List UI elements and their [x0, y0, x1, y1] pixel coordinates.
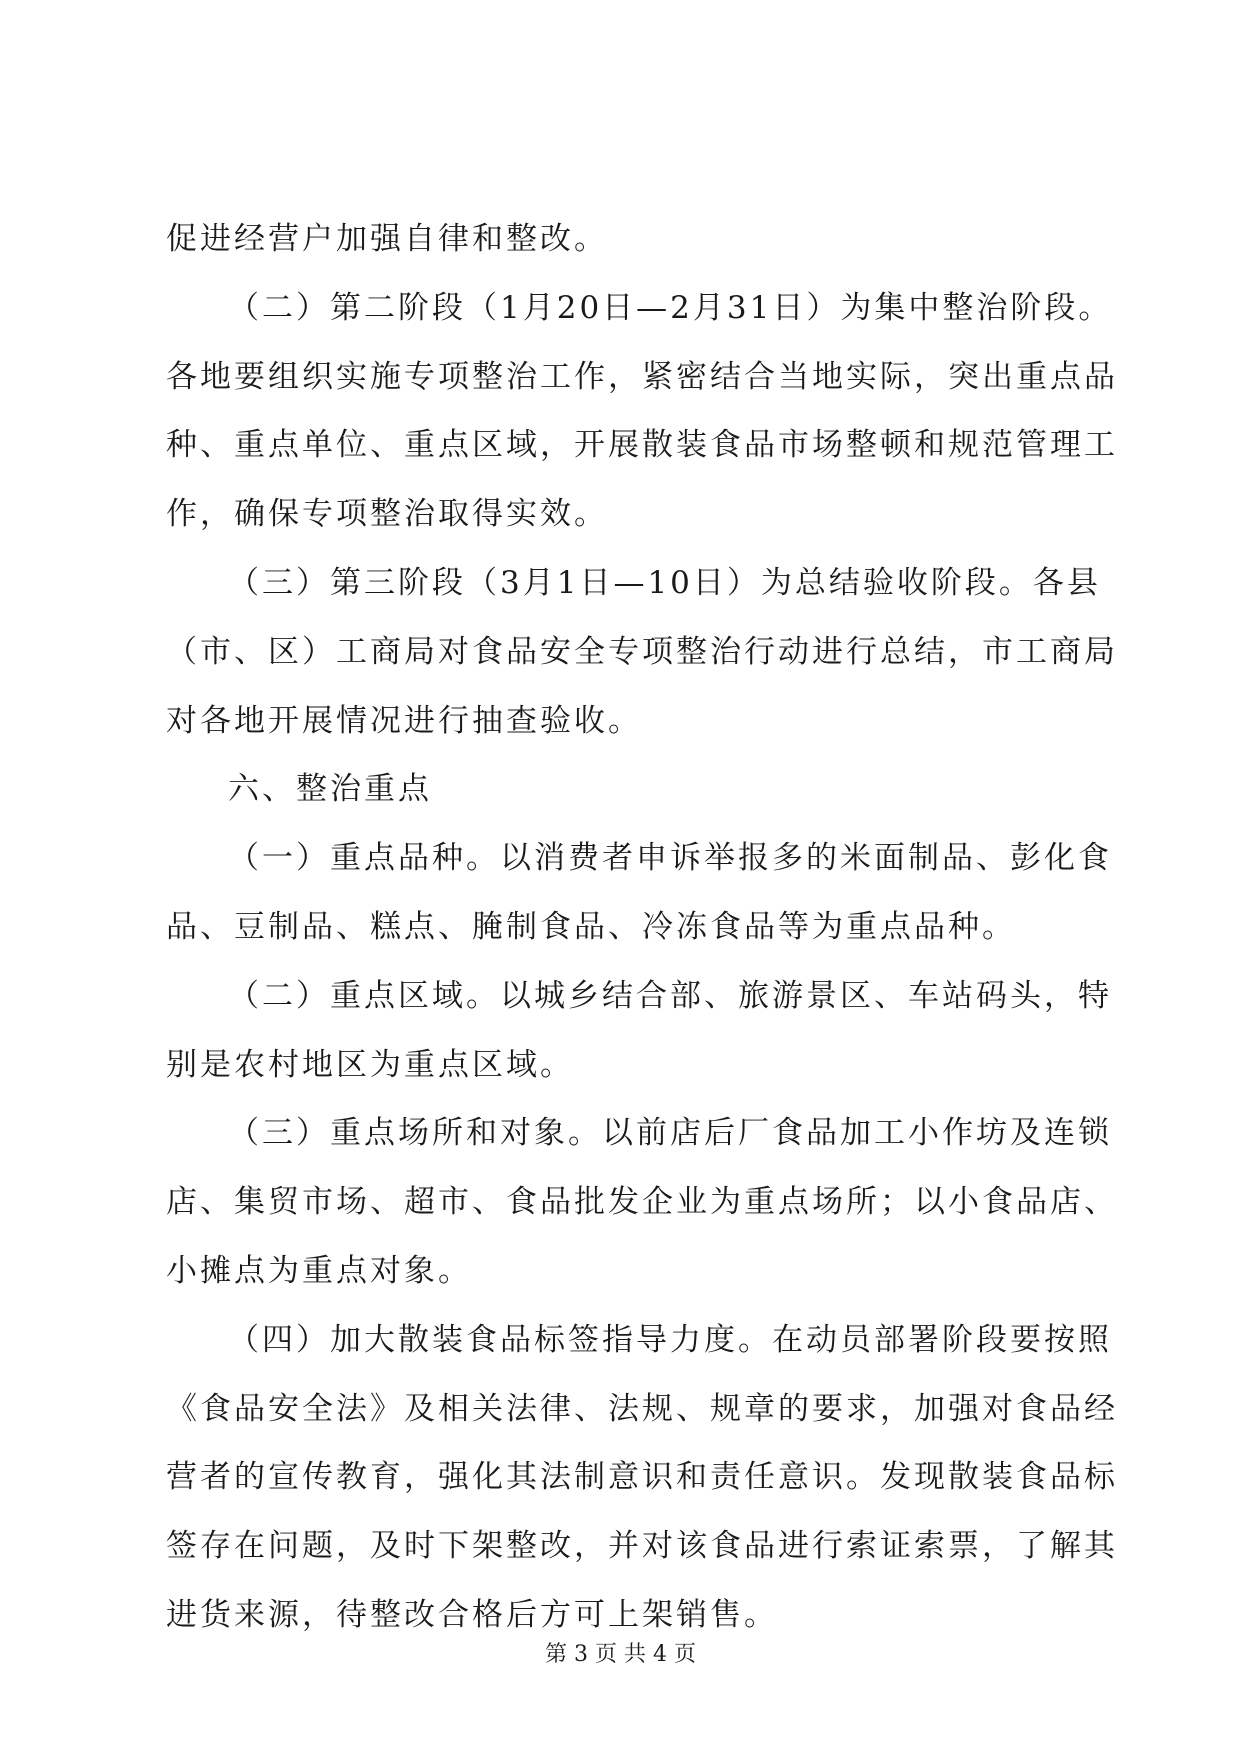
text-line: 作，确保专项整治取得实效。: [166, 496, 608, 533]
text-line: 对各地开展情况进行抽查验收。: [166, 702, 642, 739]
page-footer: 第 3 页 共 4 页: [545, 1642, 696, 1667]
text-line: （市、区）工商局对食品安全专项整治行动进行总结，市工商局: [166, 633, 1118, 670]
section-heading: 六、整治重点: [228, 771, 432, 808]
text-line: 进货来源，待整改合格后方可上架销售。: [166, 1596, 778, 1633]
text-line: （二）重点区域。以城乡结合部、旅游景区、车站码头，特: [228, 977, 1112, 1014]
text-line: （四）加大散装食品标签指导力度。在动员部署阶段要按照: [228, 1321, 1112, 1358]
text-line: 促进经营户加强自律和整改。: [166, 221, 608, 257]
text-line: 《食品安全法》及相关法律、法规、规章的要求，加强对食品经: [166, 1390, 1118, 1427]
text-line: 营者的宣传教育，强化其法制意识和责任意识。发现散装食品标: [166, 1459, 1118, 1496]
text-line: 品、豆制品、糕点、腌制食品、冷冻食品等为重点品种。: [166, 908, 1016, 945]
text-line: 别是农村地区为重点区域。: [166, 1046, 574, 1083]
text-line: （三）第三阶段（3月1日—10日）为总结验收阶段。各县: [228, 564, 1101, 601]
text-line: 签存在问题，及时下架整改，并对该食品进行索证索票，了解其: [166, 1528, 1118, 1565]
text-line: 小摊点为重点对象。: [166, 1252, 472, 1289]
text-line: （三）重点场所和对象。以前店后厂食品加工小作坊及连锁: [228, 1115, 1112, 1152]
text-line: 各地要组织实施专项整治工作，紧密结合当地实际，突出重点品: [166, 358, 1118, 395]
body-text: [166, 205, 1118, 1650]
text-line: 种、重点单位、重点区域，开展散装食品市场整顿和规范管理工: [166, 427, 1118, 464]
text-line: （二）第二阶段（1月20日—2月31日）为集中整治阶段。: [228, 289, 1113, 326]
text-line: （一）重点品种。以消费者申诉举报多的米面制品、彭化食: [228, 840, 1112, 877]
text-line: 店、集贸市场、超市、食品批发企业为重点场所；以小食品店、: [166, 1184, 1118, 1221]
